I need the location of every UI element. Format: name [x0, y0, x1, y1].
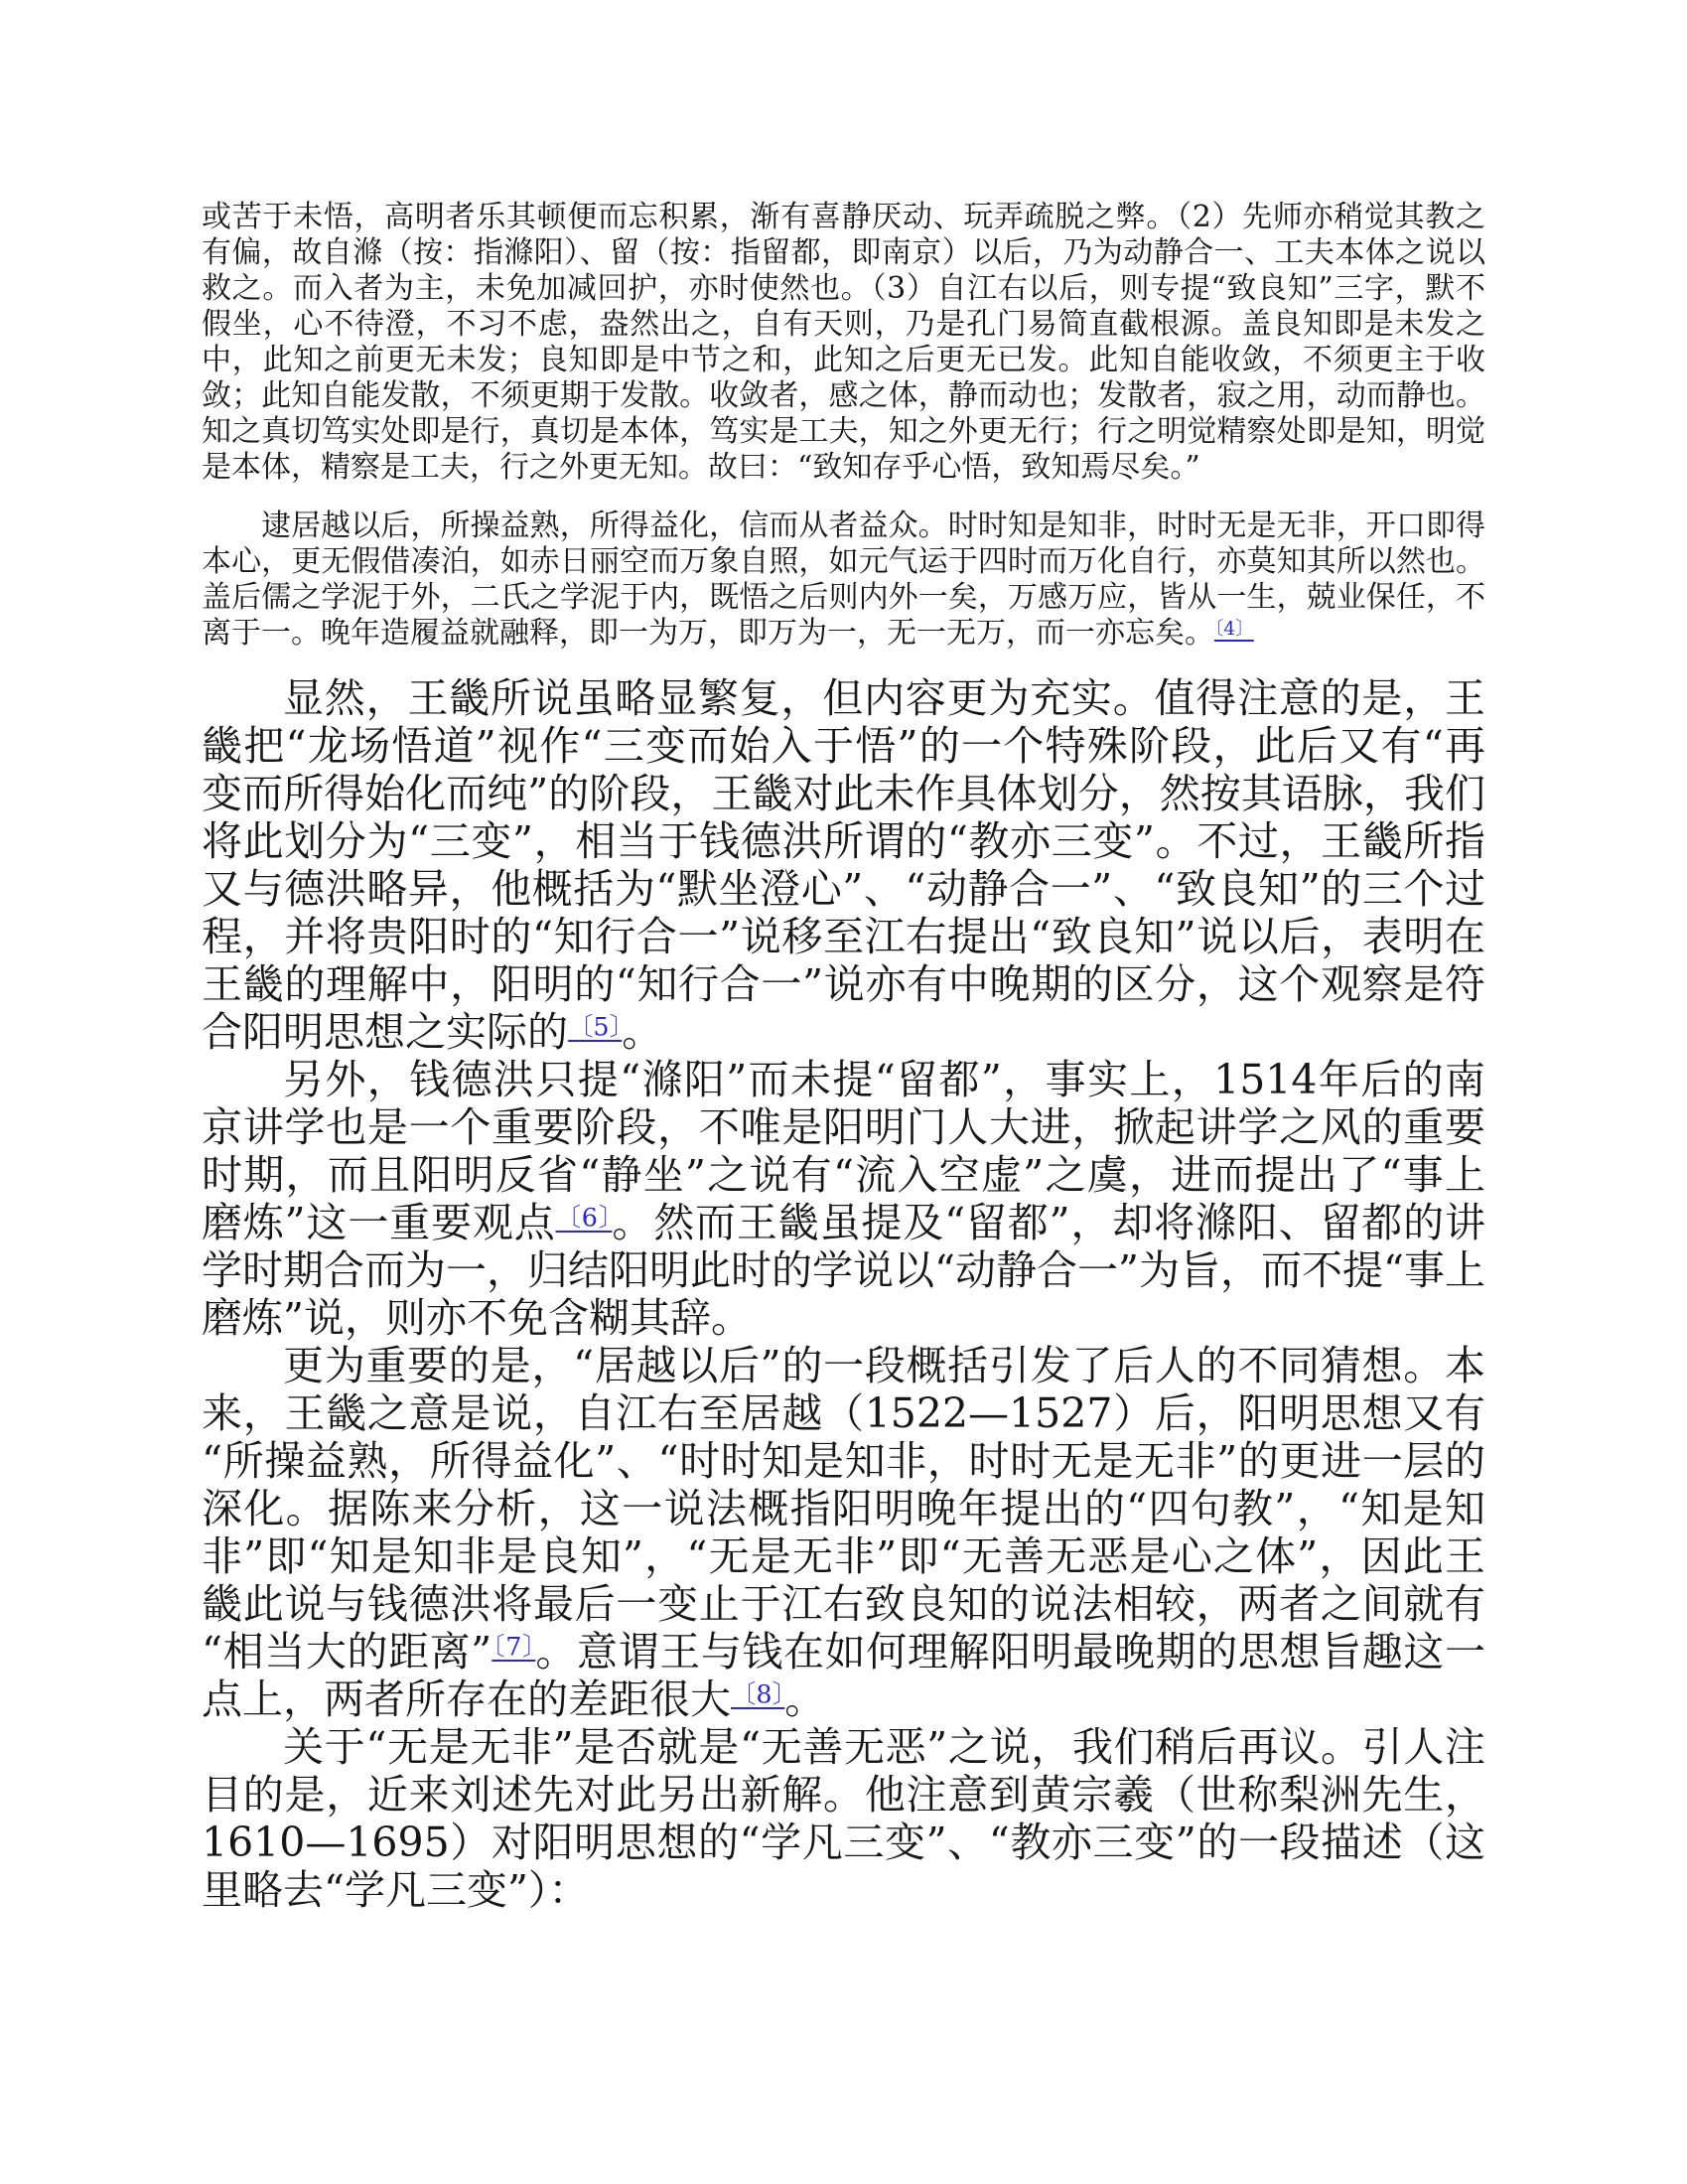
paragraph-text: 。 — [622, 1008, 663, 1056]
body-paragraph-gengwei — [202, 1342, 1485, 1723]
paragraph-text: 或苦于未悟，高明者乐其顿便而忘积累，渐有喜静厌动、玩弄疏脱之弊。（2）先师亦稍觉其教之有偏，故自滌（按：指滌阳）、留（按：指留都，即南京）以后，乃为动静合一、工夫本体之说以救之。而入者为主，未免加减回护，亦时使然也。（3）自江右以后，则专提“致良知”三字，默不假坐，心不待澄，不习不虑，盎然出之，自有天则，乃是孔门易简直截根源。盖良知即是未发之中，此知之前更无未发；良知即是中节之和，此知之后更无已发。此知自能收敛，不须更主于收敛；此知自能发散，不须更期于发散。收敛者，感之体，静而动也；发散者，寂之用，动而静也。知之真切笃实处即是行，真切是本体，笃实是工夫，知之外更无行；行之明觉精察处即是知，明觉是本体，精察是工夫，行之外更无知。故曰：“致知存乎心悟，致知焉尽矣。” — [202, 200, 1485, 485]
paragraph-text: 显然，王畿所说虽略显繁复，但内容更为充实。值得注意的是，王畿把“龙场悟道”视作“三变而始入于悟”的一个特殊阶段，此后又有“再变而所得始化而纯”的阶段，王畿对此未作具体划分，然按其语脉，我们将此划分为“三变”，相当于钱德洪所谓的“教亦三变”。不过，王畿所指又与德洪略异，他概括为“默坐澄心”、“动静合一”、“致良知”的三个过程，并将贵阳时的“知行合一”说移至江右提出“致良知”说以后，表明在王畿的理解中，阳明的“知行合一”说亦有中晚期的区分，这个观察是符合阳明思想之实际的 — [202, 674, 1485, 1056]
footnote-link-8[interactable]: 〔8〕 — [731, 1678, 785, 1709]
footnote-link-7[interactable]: 〔7〕 — [492, 1631, 536, 1662]
paragraph-text: 。然而王畿虽提及“留都”，却将滌阳、留都的讲学时期合而为一，归结阳明此时的学说以“动静合一”为旨，而不提“事上磨炼”说，则亦不免含糊其辞。 — [202, 1199, 1485, 1342]
quote-paragraph-juyue — [202, 509, 1485, 652]
body-paragraph-lingwai — [202, 1056, 1485, 1342]
paragraph-text: 更为重要的是，“居越以后”的一段概括引发了后人的不同猜想。本来，王畿之意是说，自江右至居越（1522—1527）后，阳明思想又有“所操益熟，所得益化”、“时时知是知非，时时无是无非”的更进一层的深化。据陈来分析，这一说法概指阳明晚年提出的“四句教”，“知是知非”即“知是知非是良知”，“无是无非”即“无善无恶是心之体”，因此王畿此说与钱德洪将最后一变止于江右致良知的说法相较，两者之间就有“相当大的距离” — [202, 1342, 1485, 1675]
footnote-link-4[interactable]: 〔4〕 — [1214, 619, 1254, 641]
paragraph-text: 。意谓王与钱在如何理解阳明最晚期的思想旨趣这一点上，两者所存在的差距很大 — [202, 1628, 1486, 1723]
paragraph-text: 逮居越以后，所操益熟，所得益化，信而从者益众。时时知是知非，时时无是无非，开口即得本心，更无假借凑泊，如赤日丽空而万象自照，如元气运于四时而万化自行，亦莫知其所以然也。盖后儒之学泥于外，二氏之学泥于内，既悟之后则内外一矣，万感万应，皆从一生，兢业保任，不离于一。晚年造履益就融释，即一为万，即万为一，无一无万，而一亦忘矣。 — [202, 509, 1485, 651]
footnote-link-5[interactable]: 〔5〕 — [568, 1011, 623, 1042]
paragraph-text: 。 — [784, 1675, 826, 1723]
body-paragraph-xianran — [202, 674, 1485, 1056]
text-column — [202, 200, 1485, 1914]
quote-paragraph-continued — [202, 200, 1485, 486]
footnote-link-6[interactable]: 〔6〕 — [555, 1202, 613, 1233]
body-paragraph-guanyu — [202, 1723, 1485, 1914]
paragraph-text: 另外，钱德洪只提“滌阳”而未提“留都”，事实上，1514年后的南京讲学也是一个重要阶段，不唯是阳明门人大进，掀起讲学之风的重要时期，而且阳明反省“静坐”之说有“流入空虚”之虞，进而提出了“事上磨炼”这一重要观点 — [202, 1056, 1485, 1246]
paragraph-text: 关于“无是无非”是否就是“无善无恶”之说，我们稍后再议。引人注目的是，近来刘述先对此另出新解。他注意到黄宗羲（世称梨洲先生，1610—1695）对阳明思想的“学凡三变”、“教亦三变”的一段描述（这里略去“学凡三变”）： — [202, 1723, 1485, 1914]
